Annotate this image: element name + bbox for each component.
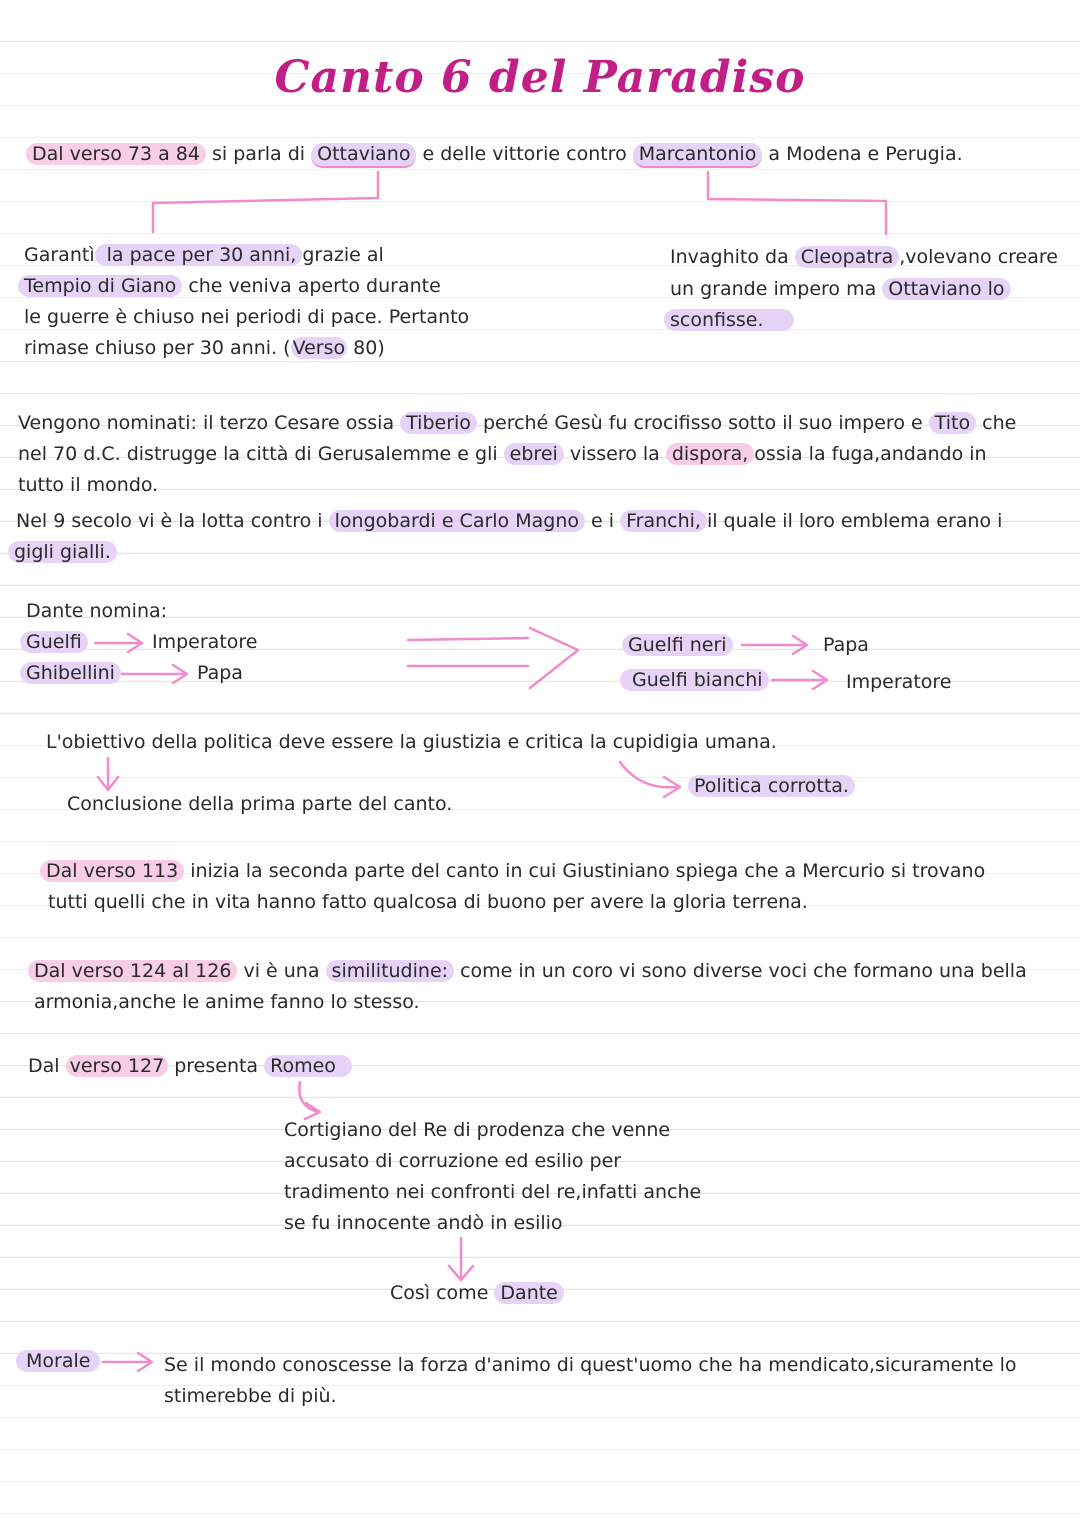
- highlight-verso-80: Verso: [292, 337, 346, 359]
- guelfi-bianchi-label: Guelfi bianchi: [620, 665, 769, 696]
- conclusione-line: Conclusione della prima parte del canto.: [67, 793, 453, 815]
- morale-line-1: Se il mondo conoscesse la forza d'animo di quest'uomo che ha mendicato,sicuramente lo: [164, 1354, 1017, 1376]
- morale-line-2: stimerebbe di più.: [164, 1385, 337, 1407]
- arrow-politica-corrotta: [620, 762, 680, 797]
- left-line-1: Garantì la pace per 30 anni, grazie al: [24, 244, 384, 266]
- verso-113-line-1: Dal verso 113 inizia la seconda parte del canto in cui Giustiniano spiega che a Mercurio si trovano: [40, 856, 985, 887]
- highlight-sconfisse: sconfisse.: [664, 309, 794, 331]
- right-line-3: [664, 305, 794, 336]
- down-arrow-dante: [449, 1238, 473, 1280]
- left-line-4: rimase chiuso per 30 anni. ( Verso 80): [24, 337, 385, 359]
- morale-arrow: [103, 1353, 152, 1371]
- guelfi-arrow: [95, 634, 142, 652]
- romeo-line-4: se fu innocente andò in esilio: [284, 1212, 563, 1234]
- guelfi-neri-arrow: [742, 636, 807, 654]
- highlight-marcantonio: Marcantonio: [633, 143, 763, 168]
- dante-nomina-label: Dante nomina:: [26, 600, 168, 622]
- verso-124-line-2: armonia,anche le anime fanno lo stesso.: [34, 991, 420, 1013]
- highlight-tiberio: Tiberio: [400, 412, 477, 434]
- guelfi-imperatore: Imperatore: [152, 631, 258, 653]
- right-line-2: un grande impero ma Ottaviano lo: [670, 274, 1011, 305]
- highlight-dispora: dispora,: [666, 443, 754, 465]
- highlight-franchi: Franchi,: [620, 510, 707, 532]
- highlight-similitudine: similitudine:: [326, 960, 455, 982]
- guelfi-neri-label: Guelfi neri: [622, 630, 733, 661]
- nominati-line-1: Vengono nominati: il terzo Cesare ossia Tiberio perché Gesù fu crocifisso sotto il suo impero e Tito che: [18, 412, 1017, 434]
- ghibellini-arrow: [120, 665, 187, 683]
- highlight-pace: la pace per 30 anni,: [95, 244, 303, 266]
- ottaviano-branch-line: [153, 172, 378, 232]
- romeo-line-2: accusato di corruzione ed esilio per: [284, 1150, 622, 1172]
- highlight-verso-127: verso 127: [66, 1055, 169, 1077]
- nominati-line-3: tutto il mondo.: [18, 474, 159, 496]
- romeo-line-3: tradimento nei confronti del re,infatti anche: [284, 1181, 702, 1203]
- highlight-romeo: Romeo: [264, 1055, 352, 1077]
- ghibellini-label: Ghibellini: [20, 658, 121, 689]
- highlight-verso-124: Dal verso 124 al 126: [28, 960, 237, 982]
- guelfi-bianchi-arrow: [772, 671, 827, 689]
- highlight-dante: Dante: [494, 1282, 563, 1304]
- left-line-3: le guerre è chiuso nei periodi di pace. Pertanto: [24, 306, 470, 328]
- romeo-line-1: Cortigiano del Re di prodenza che venne: [284, 1119, 671, 1141]
- implication-arrow: [408, 628, 578, 688]
- highlight-ottaviano-lo: Ottaviano lo: [882, 278, 1010, 300]
- highlight-verso-113: Dal verso 113: [40, 860, 184, 882]
- verso-113-line-2: tutti quelli che in vita hanno fatto qualcosa di buono per avere la gloria terrena.: [48, 891, 808, 913]
- highlight-ebrei: ebrei: [504, 443, 564, 465]
- down-arrow-conclusione: [98, 758, 118, 790]
- arrow-romeo-down: [299, 1082, 320, 1119]
- guelfi-neri-papa: Papa: [823, 634, 869, 656]
- intro-line: Dal verso 73 a 84 si parla di Ottaviano e delle vittorie contro Marcantonio a Modena e Perugia.: [26, 139, 963, 170]
- nominati-line-2: nel 70 d.C. distrugge la città di Gerusalemme e gli ebrei vissero la dispora, ossia la fuga,andando in: [18, 443, 987, 465]
- morale-label: Morale: [16, 1346, 100, 1377]
- page-title: Canto 6 del Paradiso: [274, 52, 806, 103]
- verso-127-line: Dal verso 127 presenta Romeo: [28, 1051, 352, 1082]
- highlight-tempio-giano: Tempio di Giano: [18, 275, 182, 297]
- cosi-come-dante: Così come Dante: [390, 1278, 564, 1309]
- verso-124-line-1: Dal verso 124 al 126 vi è una similitudine: come in un coro vi sono diverse voci che formano una bella: [28, 956, 1027, 987]
- guelfi-label: Guelfi: [20, 627, 88, 658]
- politica-line: L'obiettivo della politica deve essere la giustizia e critica la cupidigia umana.: [46, 731, 777, 753]
- highlight-gigli: gigli gialli.: [8, 541, 117, 563]
- highlight-verso-73: Dal verso 73 a 84: [26, 143, 206, 165]
- secolo-line-2: [8, 537, 117, 568]
- highlight-cleopatra: Cleopatra: [795, 246, 899, 268]
- highlight-longobardi: longobardi e Carlo Magno: [329, 510, 585, 532]
- highlight-tito: Tito: [929, 412, 976, 434]
- ghibellini-papa: Papa: [197, 662, 243, 684]
- marcantonio-branch-line: [708, 172, 886, 234]
- secolo-line-1: Nel 9 secolo vi è la lotta contro i longobardi e Carlo Magno e i Franchi, il quale il loro emblema erano i: [16, 510, 1003, 532]
- guelfi-bianchi-imperatore: Imperatore: [846, 671, 952, 693]
- politica-corrotta: Politica corrotta.: [688, 771, 855, 802]
- highlight-ottaviano: Ottaviano: [311, 143, 416, 168]
- left-line-2: Tempio di Giano che veniva aperto durante: [18, 271, 441, 302]
- right-line-1: Invaghito da Cleopatra ,volevano creare: [670, 246, 1058, 268]
